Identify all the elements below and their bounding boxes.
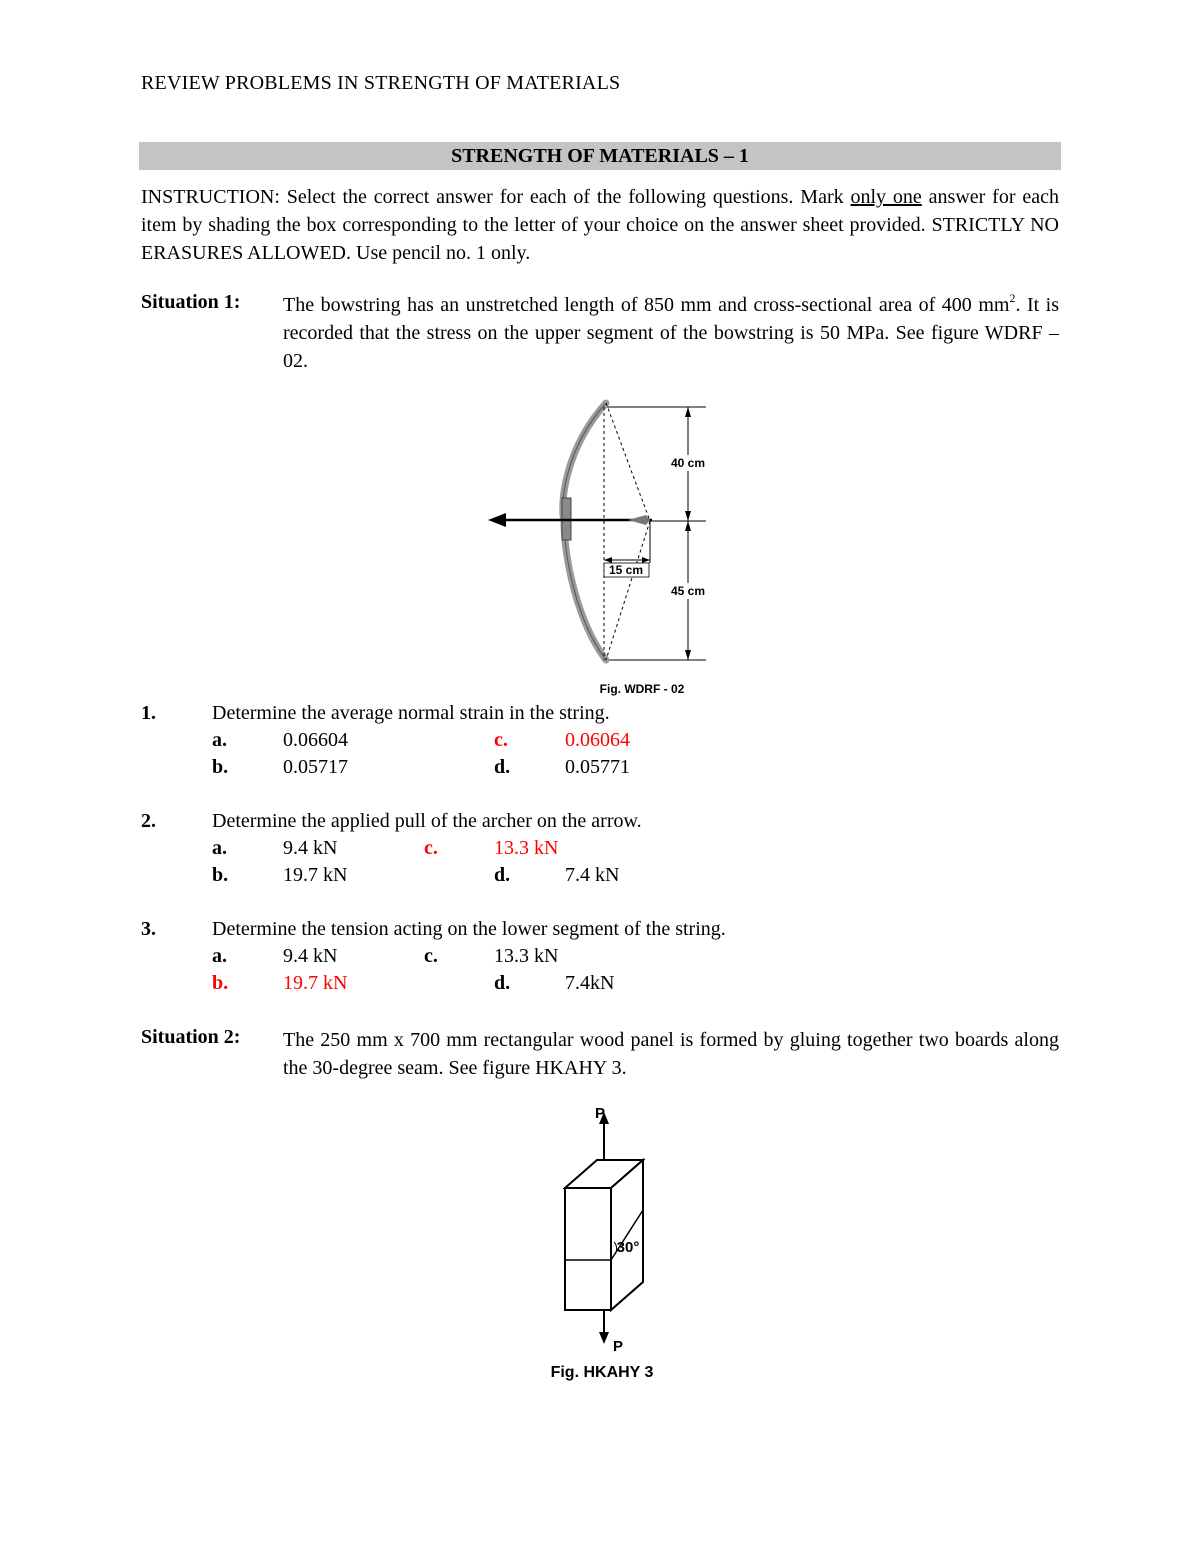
option-value: 19.7 kN: [283, 864, 348, 886]
option-value-correct: 13.3 kN: [494, 837, 559, 859]
option-letter: d.: [494, 864, 511, 886]
situation-1-text-part: . It is recorded that the stress on the upper segment of the bowstring is 50 MPa. See figure WDRF – 02.: [283, 294, 1060, 372]
superscript: 2: [1009, 291, 1016, 305]
question-text: Determine the average normal strain in the string.: [212, 702, 610, 724]
option-value: 0.05717: [283, 756, 348, 778]
option-value: 9.4 kN: [283, 945, 338, 967]
figure-caption: Fig. WDRF - 02: [599, 682, 685, 696]
option-letter-correct: b.: [212, 972, 229, 994]
dimension-label-bottom: 45 cm: [670, 584, 706, 598]
arrowhead-icon: [685, 521, 691, 531]
option-value: 7.4kN: [565, 972, 615, 994]
option-letter: a.: [212, 837, 227, 859]
option-letter: c.: [424, 945, 438, 967]
option-value: 13.3 kN: [494, 945, 559, 967]
situation-2-label: Situation 2:: [141, 1026, 241, 1048]
dimension-label-top: 40 cm: [670, 456, 706, 470]
bowstring-upper: [606, 403, 650, 521]
figure-caption: Fig. HKAHY 3: [550, 1364, 654, 1381]
situation-1-label: Situation 1:: [141, 291, 241, 313]
option-letter-correct: c.: [494, 729, 508, 751]
arrow-tip-icon: [488, 513, 506, 527]
option-value: 0.05771: [565, 756, 630, 778]
arrowhead-icon: [642, 557, 650, 563]
instruction-text-end: answer for each item by shading the box corresponding to the letter of your choice on the answer sheet provided. STRICTLY NO ERASURES ALLOWED. Use pencil no. 1 only.: [141, 186, 1060, 264]
situation-2-text: The 250 mm x 700 mm rectangular wood panel is formed by gluing together two boards along the 30-degree seam. See figure HKAHY 3.: [283, 1029, 1059, 1079]
section-title: STRENGTH OF MATERIALS – 1: [139, 142, 1061, 170]
instruction-text-start: INSTRUCTION: Select the correct answer for each of the following questions. Mark: [141, 186, 851, 208]
figure-bow-diagram: [480, 395, 720, 700]
option-value: 7.4 kN: [565, 864, 620, 886]
option-letter: a.: [212, 945, 227, 967]
block-front-face: [565, 1188, 611, 1310]
option-letter: a.: [212, 729, 227, 751]
page-header: REVIEW PROBLEMS IN STRENGTH OF MATERIALS: [141, 72, 621, 94]
option-letter: d.: [494, 756, 511, 778]
option-letter-correct: c.: [424, 837, 438, 859]
figure-wood-panel-diagram: [530, 1098, 690, 1388]
arrowhead-icon: [685, 650, 691, 660]
option-letter: d.: [494, 972, 511, 994]
situation-1-text: [283, 291, 1059, 375]
option-value-correct: 0.06064: [565, 729, 630, 751]
arrowhead-icon: [685, 407, 691, 417]
arrow-down-icon: [599, 1332, 609, 1344]
option-value-correct: 19.7 kN: [283, 972, 348, 994]
situation-1-text-part: The bowstring has an unstretched length of 850 mm and cross-sectional area of 400 mm: [283, 294, 1010, 316]
question-number: 1.: [141, 702, 156, 724]
angle-label: 30°: [616, 1239, 640, 1256]
question-text: Determine the tension acting on the lower segment of the string.: [212, 918, 726, 940]
dimension-label-horizontal: 15 cm: [608, 563, 644, 577]
load-label-bottom: P: [612, 1338, 624, 1355]
question-number: 2.: [141, 810, 156, 832]
option-value: 9.4 kN: [283, 837, 338, 859]
load-label-top: P: [594, 1105, 606, 1122]
bowstring-lower: [606, 521, 650, 660]
instruction-underlined: only one: [850, 186, 922, 208]
instruction-paragraph: [141, 183, 1059, 267]
option-value: 0.06604: [283, 729, 348, 751]
question-text: Determine the applied pull of the archer on the arrow.: [212, 810, 642, 832]
arrowhead-icon: [685, 511, 691, 521]
arrow-fletching: [628, 515, 650, 525]
option-letter: b.: [212, 864, 229, 886]
option-letter: b.: [212, 756, 229, 778]
question-number: 3.: [141, 918, 156, 940]
